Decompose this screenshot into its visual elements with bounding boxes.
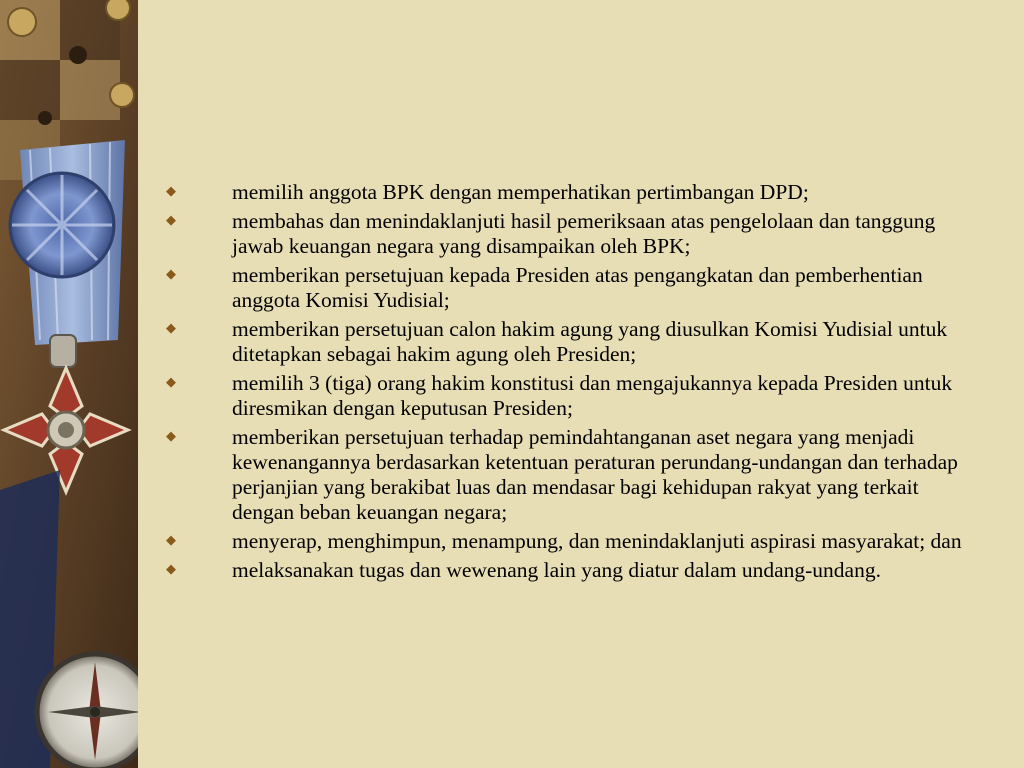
diamond-bullet-icon: ◆ bbox=[166, 374, 176, 389]
bullet-text: membahas dan menindaklanjuti hasil pemeriksaan atas pengelolaan dan tanggung jawab keuangan negara yang disampaikan oleh BPK; bbox=[232, 209, 936, 258]
bullet-item bbox=[160, 209, 980, 259]
bullet-item bbox=[160, 371, 980, 421]
bullet-item bbox=[160, 263, 980, 313]
diamond-bullet-icon: ◆ bbox=[166, 428, 176, 443]
diamond-bullet-icon: ◆ bbox=[166, 532, 176, 547]
bullet-text: memberikan persetujuan calon hakim agung yang diusulkan Komisi Yudisial untuk ditetapkan sebagai hakim agung oleh Presiden; bbox=[232, 317, 948, 366]
bullet-item bbox=[160, 425, 980, 525]
diamond-bullet-icon: ◆ bbox=[166, 212, 176, 227]
diamond-bullet-icon: ◆ bbox=[166, 320, 176, 335]
bullet-text: memilih anggota BPK dengan memperhatikan pertimbangan DPD; bbox=[232, 180, 809, 204]
bullet-text: melaksanakan tugas dan wewenang lain yang diatur dalam undang-undang. bbox=[232, 558, 881, 582]
bullet-item bbox=[160, 317, 980, 367]
bullet-text: memilih 3 (tiga) orang hakim konstitusi dan mengajukannya kepada Presiden untuk diresmikan dengan keputusan Presiden; bbox=[232, 371, 953, 420]
diamond-bullet-icon: ◆ bbox=[166, 183, 176, 198]
medal-collage-image bbox=[0, 0, 138, 768]
bullet-item bbox=[160, 558, 980, 583]
bullet-text: memberikan persetujuan kepada Presiden atas pengangkatan dan pemberhentian anggota Komisi Yudisial; bbox=[232, 263, 923, 312]
bullet-item bbox=[160, 180, 980, 205]
bullet-text: menyerap, menghimpun, menampung, dan menindaklanjuti aspirasi masyarakat; dan bbox=[232, 529, 962, 553]
slide-content bbox=[160, 180, 980, 587]
bullet-text: memberikan persetujuan terhadap pemindahtanganan aset negara yang menjadi kewenangannya berdasarkan ketentuan peraturan perundang-undangan dan terhadap perjanjian yang berakibat luas dan mendasar bagi kehidupan rakyat yang terkait dengan beban keuangan negara; bbox=[232, 425, 958, 524]
diamond-bullet-icon: ◆ bbox=[166, 266, 176, 281]
diamond-bullet-icon: ◆ bbox=[166, 561, 176, 576]
bullet-item bbox=[160, 529, 980, 554]
bullet-list bbox=[160, 180, 980, 583]
